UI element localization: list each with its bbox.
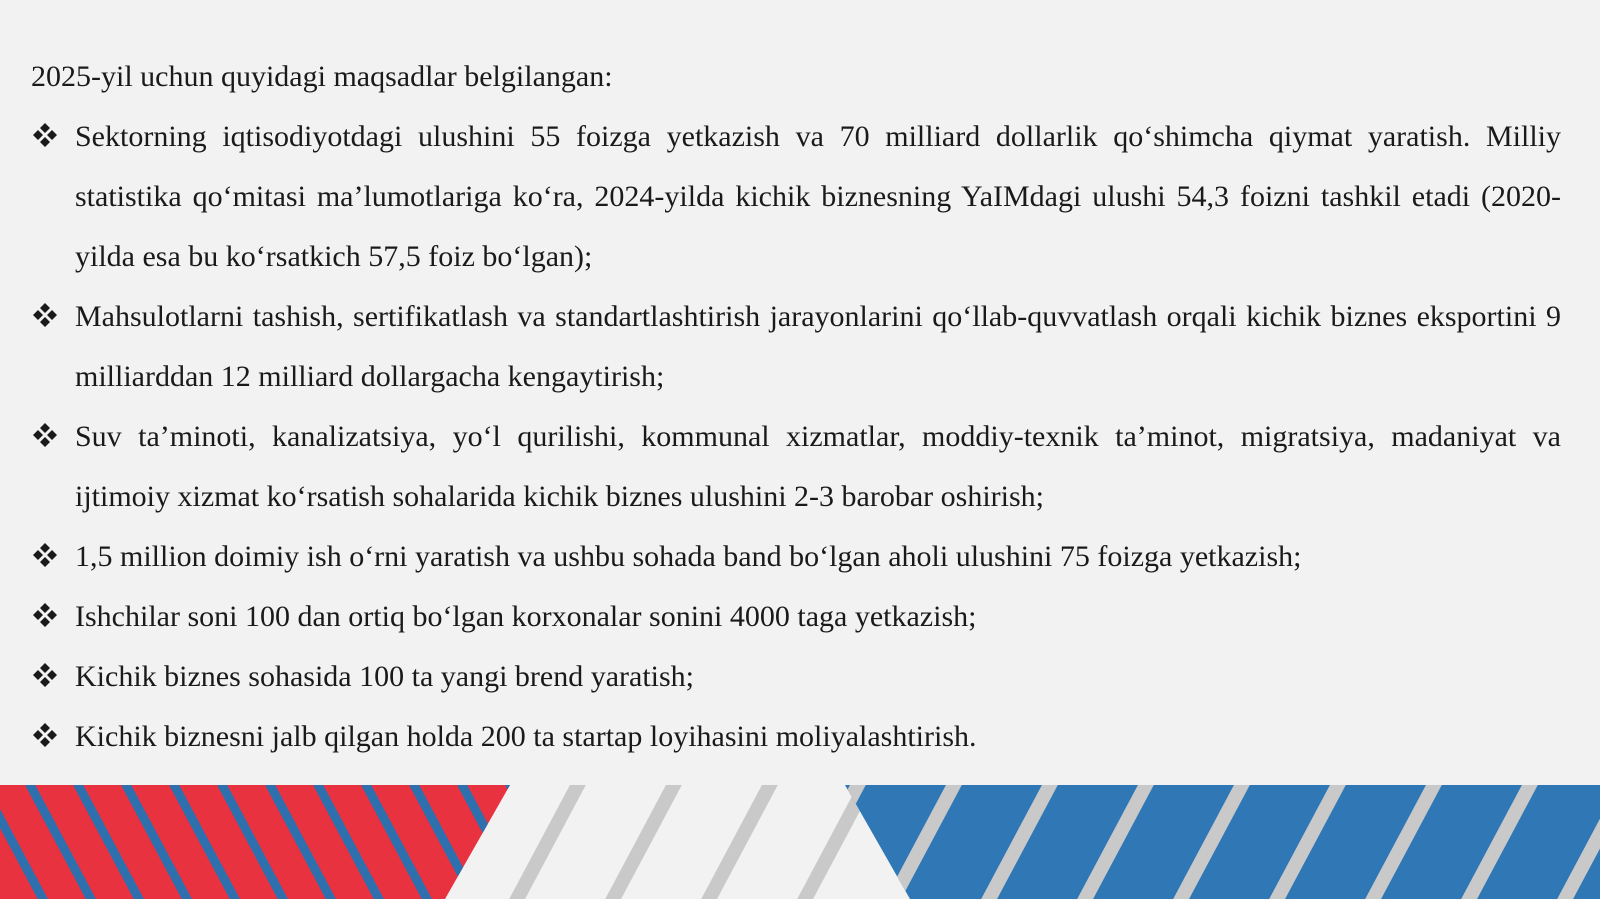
- goal-item: [31, 407, 1561, 527]
- goals-list: [31, 107, 1561, 767]
- goal-text: Suv ta’minoti, kanalizatsiya, yo‘l qurilishi, kommunal xizmatlar, moddiy-texnik ta’minot, migratsiya, madaniyat va ijtimoiy xizmat ko‘rsatish sohalarida kichik biznes ulushini 2-3 barobar oshirish;: [75, 420, 1561, 513]
- four-diamond-bullet-icon: [31, 541, 59, 569]
- goal-item: [31, 647, 1561, 707]
- grey-striped-panel: [515, 785, 868, 899]
- four-diamond-bullet-icon: [31, 601, 59, 629]
- goal-text: Kichik biznes sohasida 100 ta yangi brend yaratish;: [75, 660, 695, 693]
- four-diamond-bullet-icon: [31, 421, 59, 449]
- goal-item: [31, 107, 1561, 287]
- goal-text: Mahsulotlarni tashish, sertifikatlash va standartlashtirish jarayonlarini qo‘llab-quvvatlash orqali kichik biznes eksportini 9 milliarddan 12 milliard dollargacha kengaytirish;: [75, 300, 1561, 393]
- blue-striped-panel: [795, 785, 1600, 899]
- slide-content: [31, 47, 1561, 767]
- goal-item: [31, 707, 1561, 767]
- decorative-footer-band: [0, 785, 1600, 899]
- goal-text: Kichik biznesni jalb qilgan holda 200 ta startap loyihasini moliyalashtirish.: [75, 720, 977, 753]
- goal-item: [31, 527, 1561, 587]
- red-striped-panel: [0, 785, 573, 899]
- goal-text: Sektorning iqtisodiyotdagi ulushini 55 foizga yetkazish va 70 milliard dollarlik qo‘shimcha qiymat yaratish. Milliy statistika qo‘mitasi ma’lumotlariga ko‘ra, 2024-yilda kichik biznesning YaIMdagi ulushi 54,3 foizni tashkil etadi (2020-yilda esa bu ko‘rsatkich 57,5 foiz bo‘lgan);: [75, 120, 1561, 273]
- goal-text: 1,5 million doimiy ish o‘rni yaratish va ushbu sohada band bo‘lgan aholi ulushini 75 foizga yetkazish;: [75, 540, 1302, 573]
- four-diamond-bullet-icon: [31, 661, 59, 689]
- four-diamond-bullet-icon: [31, 301, 59, 329]
- intro-text: 2025-yil uchun quyidagi maqsadlar belgilangan:: [31, 60, 613, 93]
- four-diamond-bullet-icon: [31, 121, 59, 149]
- goal-text: Ishchilar soni 100 dan ortiq bo‘lgan korxonalar sonini 4000 taga yetkazish;: [75, 600, 977, 633]
- four-diamond-bullet-icon: [31, 721, 59, 749]
- goal-item: [31, 587, 1561, 647]
- goal-item: [31, 287, 1561, 407]
